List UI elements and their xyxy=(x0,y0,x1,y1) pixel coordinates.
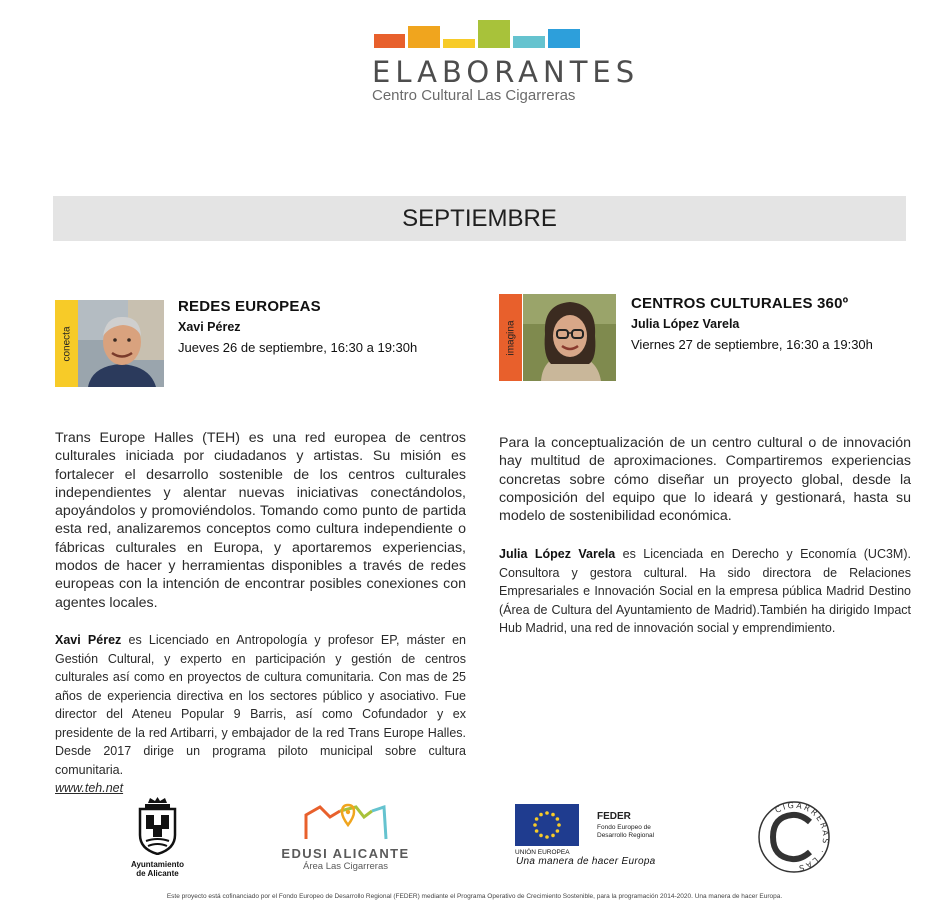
bio-name: Julia López Varela xyxy=(499,547,616,561)
speaker-photo-julia xyxy=(523,294,616,381)
edusi-mountains-icon xyxy=(268,803,423,841)
logo-bar-4 xyxy=(478,20,510,48)
edusi-logo xyxy=(268,803,423,873)
bio-text: es Licenciado en Antropología y profesor EP, máster en Gestión Cultural, y experto en participación y gestión de centros culturales así como en proyectos de cultura comunitaria. Con mas de 25 años de experiencia directiva en los sectores público y asociativo. Fue director del Ateneu Popular 9 Barris, así como Cofundador y ex presidente de la red Artibarri, y embajador de la red Trans Europe Halles. Desde 2017 dirige un programa piloto municipal sobre cultura comunitaria. xyxy=(55,633,466,777)
tag-conecta xyxy=(55,300,78,387)
edusi-title: EDUSI ALICANTE xyxy=(281,846,410,861)
cigarreras-ring-text: CIGARRERAS · LAS xyxy=(773,800,831,873)
event-title: CENTROS CULTURALES 360º xyxy=(631,295,849,312)
event-title: REDES EUROPEAS xyxy=(178,298,321,315)
feder-logo xyxy=(515,804,675,874)
logo-bar-2 xyxy=(408,26,440,48)
logo-bar-5 xyxy=(513,36,545,48)
tag-label: conecta xyxy=(61,325,72,362)
coat-of-arms-icon xyxy=(120,797,195,855)
logo-title: ELABORANTES xyxy=(372,55,640,89)
event-description: Para la conceptualización de un centro cultural o de innovación hay multitud de aproximaciones. Compartiremos experiencias concretas sobre cómo diseñar un proyecto global, desde la composición del equipo que lo ideará y gestionará, hasta su modelo de sostenibilidad económica. xyxy=(499,435,911,525)
month-label: SEPTIEMBRE xyxy=(402,205,557,232)
eu-flag-icon xyxy=(515,804,579,846)
elaborantes-logo-bars xyxy=(374,20,584,48)
teh-link[interactable]: www.teh.net xyxy=(55,781,124,795)
ayuntamiento-label: Ayuntamiento de Alicante xyxy=(130,860,185,878)
portrait-illustration xyxy=(523,294,616,381)
event-speaker: Xavi Pérez xyxy=(178,320,241,334)
bio-name: Xavi Pérez xyxy=(55,633,122,647)
ayuntamiento-logo xyxy=(120,797,195,877)
event-speaker: Julia López Varela xyxy=(631,317,740,331)
svg-text:CIGARRERAS · LAS xyxy=(774,801,831,873)
month-band xyxy=(53,196,906,241)
event-description: Trans Europe Halles (TEH) es una red europea de centros culturales iniciada por ciudadanos y artistas. Su misión es fortalecer el desarrollo sostenible de los centros culturales independientes y alentar nuevas iniciativas conectándolos, apoyándolos y promoviéndolos. Tomando como punto de partida esta red, analizaremos conceptos como cultura independiente o fábricas culturales en Europa, y aportaremos experiencias, modos de hacer y herramientas disponibles a través de redes europeas con la intención de encontrar posibles conexiones con agentes locales. xyxy=(55,430,466,611)
edusi-subtitle: Área Las Cigarreras xyxy=(302,861,388,872)
speaker-bio xyxy=(499,545,911,638)
speaker-bio xyxy=(55,631,466,798)
event-date: Jueves 26 de septiembre, 16:30 a 19:30h xyxy=(178,340,418,355)
ue-label: UNIÓN EUROPEA xyxy=(515,849,570,856)
cofinancing-note: Este proyecto está cofinanciado por el Fondo Europeo de Desarrollo Regional (FEDER) mediante el Programa Operativo de Crecimiento Sostenible, para la programación 2014-2020. Una manera de hacer Europa. xyxy=(166,893,783,900)
tag-label: imagina xyxy=(505,319,516,356)
logo-bar-3 xyxy=(443,39,475,48)
logo-bar-6 xyxy=(548,29,580,48)
logo-bar-1 xyxy=(374,34,405,48)
event-date: Viernes 27 de septiembre, 16:30 a 19:30h xyxy=(631,337,873,352)
tag-imagina xyxy=(499,294,522,381)
cigarreras-logo xyxy=(757,800,831,874)
feder-title: FEDER xyxy=(597,811,631,822)
portrait-illustration xyxy=(78,300,164,387)
feder-subtitle: Fondo Europeo de Desarrollo Regional xyxy=(597,824,655,839)
feder-slogan: Una manera de hacer Europa xyxy=(516,856,656,867)
cigarreras-circle-icon xyxy=(757,800,831,874)
bio-text: es Licenciada en Derecho y Economía (UC3M). Consultora y gestora cultural. Ha sido directora de Relaciones Empresariales e Innovación Social en la empresa pública Madrid Destino (Área de Cultura del Ayuntamiento de Madrid).También ha dirigido Impact Hub Madrid, una red de innovación social y emprendimiento. xyxy=(499,547,911,635)
speaker-photo-xavi xyxy=(78,300,164,387)
logo-subtitle: Centro Cultural Las Cigarreras xyxy=(372,87,576,104)
